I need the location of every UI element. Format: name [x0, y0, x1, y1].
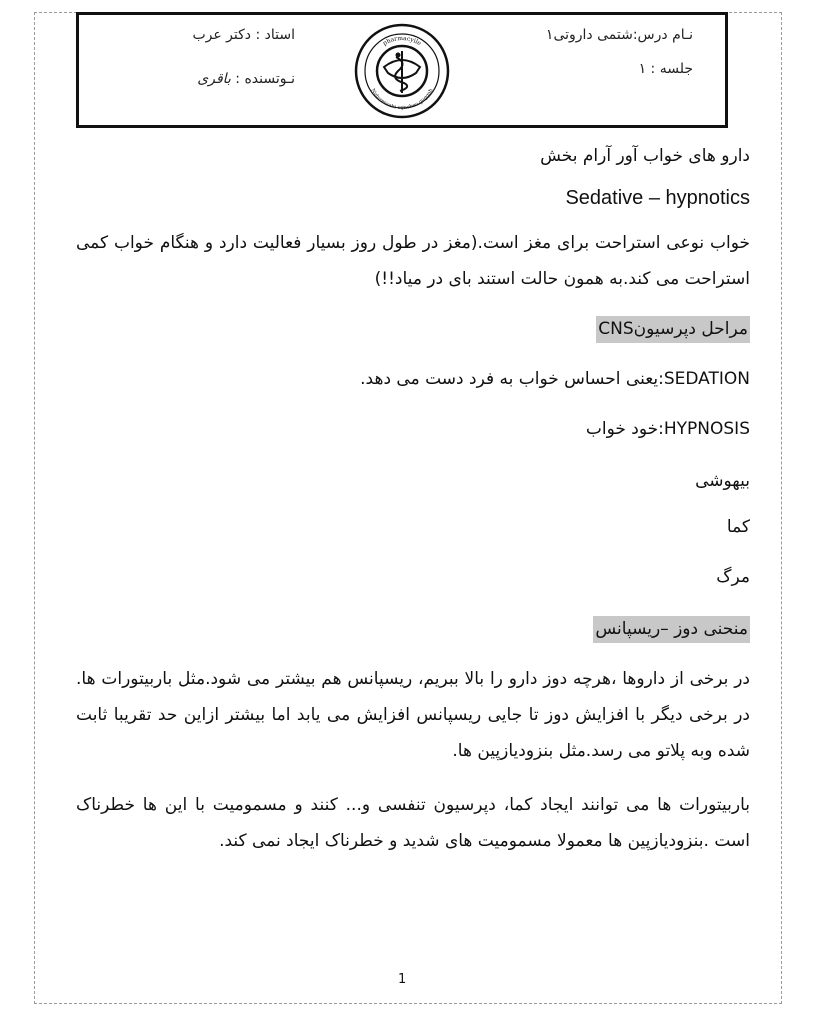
author-name: باقری: [197, 71, 231, 87]
stage-death: مرگ: [716, 567, 750, 587]
barbiturate-paragraph: باربیتورات ها می توانند ایجاد کما، دپرسیون تنفسی و... کنند و مسمومیت با این ها خطرناک است .بنزودیازپین ها معمولا مسمومیت های شدید و خطرناک ایجاد نمی کند.: [76, 795, 750, 851]
section-heading-dose-response-text: منحنی دوز –ریسپانس: [593, 616, 750, 643]
logo-text-top: pharmacyile: [381, 34, 423, 48]
stage-coma: کما: [726, 517, 750, 537]
header-box: [76, 12, 728, 128]
hypnosis-term: HYPNOSIS: [663, 419, 750, 439]
pharmacy-logo-icon: [354, 23, 450, 119]
session-number: جلسه : ۱: [638, 61, 693, 77]
sedation-term: SEDATION: [663, 369, 750, 389]
page-number: 1: [398, 972, 407, 987]
author-line: [197, 71, 295, 87]
hypnosis-desc: :خود خواب: [585, 419, 664, 439]
sedation-desc: :یعنی احساس خواب به فرد دست می دهد.: [360, 369, 664, 389]
sedation-line: [360, 369, 750, 389]
title-english-text: Sedative – hypnotics: [565, 187, 750, 209]
stage-anesthesia: بیهوشی: [695, 471, 750, 491]
section-heading-dose-response: [593, 619, 750, 639]
teacher-name: استاد : دکتر عرب: [192, 27, 295, 43]
dose-response-paragraph: در برخی از داروها ،هرچه دوز دارو را بالا ببریم، ریسپانس هم بیشتر می شود.مثل باربیتورات ها. در برخی دیگر با افزایش دوز تا جایی ریسپانس افزایش می یابد اما بیشتر ازاین حد تقریبا ثابت شده وبه پلاتو می رسد.مثل بنزودیازپین ها.: [76, 669, 750, 761]
title-english: [565, 187, 750, 210]
course-name: نـام درس:شتمی داروتی۱: [545, 27, 693, 43]
intro-paragraph: خواب نوعی استراحت برای مغز است.(مغز در طول روز بسیار فعالیت دارد و هنگام خواب کمی استراحت می کند.به همون حالت استند بای در میاد!!): [76, 233, 750, 289]
section-heading-cns-text: مراحل دپرسیونCNS: [596, 316, 750, 343]
section-heading-cns: [596, 319, 750, 339]
title-persian: دارو های خواب آور آرام بخش: [540, 146, 750, 166]
hypnosis-line: [586, 419, 750, 439]
author-label: نـوتسنده :: [230, 71, 295, 87]
logo-text-bottom: Nuturesaatu ugnebeu guggah: [369, 87, 435, 112]
